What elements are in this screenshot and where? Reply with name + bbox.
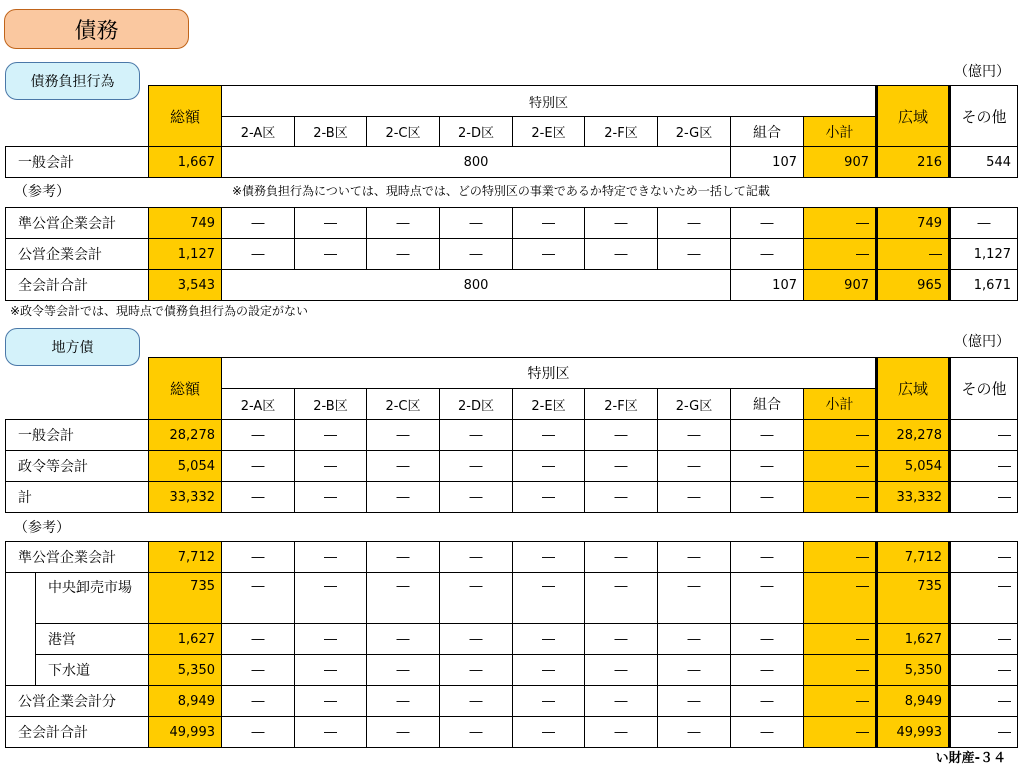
dash-cell: ― (731, 573, 804, 624)
dash-cell: ― (658, 717, 731, 748)
dash-cell: ― (367, 482, 440, 513)
dash-cell: ― (513, 686, 585, 717)
dash-cell: ― (367, 208, 440, 239)
dash-cell: ― (367, 717, 440, 748)
row-label: 計 (6, 482, 149, 513)
kumiai-cell: 107 (731, 270, 804, 301)
header-ward: 2-D区 (440, 389, 513, 420)
total-cell: 7,712 (149, 542, 222, 573)
other-cell: 1,127 (950, 239, 1018, 270)
header-ward: 2-C区 (367, 117, 440, 147)
dash-cell: ― (585, 239, 658, 270)
blank-cell (6, 86, 149, 117)
total-cell: 8,949 (149, 686, 222, 717)
dash-cell: ― (731, 686, 804, 717)
header-ward: 2-B区 (295, 117, 367, 147)
dash-cell: ― (731, 482, 804, 513)
dash-cell: ― (731, 624, 804, 655)
header-ward: 2-B区 (295, 389, 367, 420)
dash-cell: ― (295, 717, 367, 748)
row-label: 公営企業会計分 (6, 686, 149, 717)
header-ward: 2-A区 (222, 117, 295, 147)
dash-cell: ― (367, 420, 440, 451)
row-label: 港営 (36, 624, 149, 655)
other-cell: ― (950, 542, 1018, 573)
wide-cell: 216 (877, 147, 950, 178)
subtotal-cell: ― (804, 624, 877, 655)
dash-cell: ― (731, 542, 804, 573)
dash-cell: ― (367, 573, 440, 624)
dash-cell: ― (295, 542, 367, 573)
dash-cell: ― (440, 717, 513, 748)
wide-cell: 965 (877, 270, 950, 301)
dash-cell: ― (585, 451, 658, 482)
dash-cell: ― (658, 239, 731, 270)
dash-cell: ― (440, 542, 513, 573)
total-cell: 1,627 (149, 624, 222, 655)
dash-cell: ― (440, 686, 513, 717)
row-label: 一般会計 (6, 420, 149, 451)
dash-cell: ― (658, 542, 731, 573)
dash-cell: ― (513, 239, 585, 270)
dash-cell: ― (658, 420, 731, 451)
wide-cell: 5,054 (877, 451, 950, 482)
dash-cell: ― (731, 655, 804, 686)
dash-cell: ― (222, 482, 295, 513)
dash-cell: ― (222, 542, 295, 573)
reference-label: （参考） (14, 520, 70, 536)
dash-cell: ― (585, 573, 658, 624)
dash-cell: ― (585, 420, 658, 451)
footnote-text: ※政令等会計では、現時点で債務負担行為の設定がない (10, 304, 309, 318)
row-label: 全会計合計 (6, 717, 149, 748)
dash-cell: ― (585, 655, 658, 686)
header-kumiai: 組合 (731, 389, 804, 420)
header-other: その他 (950, 86, 1018, 147)
dash-cell: ― (367, 686, 440, 717)
header-total: 総額 (149, 86, 222, 147)
wide-cell: 8,949 (877, 686, 950, 717)
subtotal-cell: ― (804, 717, 877, 748)
subtotal-cell: ― (804, 420, 877, 451)
header-subtotal: 小計 (804, 117, 877, 147)
note-text: ※債務負担行為については、現時点では、どの特別区の事業であるか特定できないため一括して記載 (232, 184, 770, 198)
dash-cell: ― (658, 686, 731, 717)
wide-cell: 1,627 (877, 624, 950, 655)
header-wide: 広域 (877, 358, 950, 420)
section-label-local-bonds: 地方債 (5, 328, 140, 366)
subtotal-cell: ― (804, 573, 877, 624)
dash-cell: ― (731, 451, 804, 482)
dash-cell: ― (222, 573, 295, 624)
dash-cell: ― (295, 624, 367, 655)
subtotal-cell: ― (804, 482, 877, 513)
local-bonds-table (5, 357, 1018, 513)
dash-cell: ― (731, 208, 804, 239)
subtotal-cell: 907 (804, 147, 877, 178)
total-cell: 735 (149, 573, 222, 624)
total-cell: 28,278 (149, 420, 222, 451)
dash-cell: ― (513, 573, 585, 624)
dash-cell: ― (658, 624, 731, 655)
header-subtotal: 小計 (804, 389, 877, 420)
total-cell: 49,993 (149, 717, 222, 748)
header-total: 総額 (149, 358, 222, 420)
dash-cell: ― (440, 420, 513, 451)
dash-cell: ― (513, 542, 585, 573)
unit-label: （億円） (954, 334, 1010, 350)
dash-cell: ― (731, 239, 804, 270)
dash-cell: ― (295, 239, 367, 270)
debt-burden-header-table (5, 85, 1018, 178)
blank-cell (6, 117, 149, 147)
other-cell: ― (950, 655, 1018, 686)
row-label: 準公営企業会計 (6, 542, 149, 573)
subtotal-cell: ― (804, 686, 877, 717)
dash-cell: ― (658, 451, 731, 482)
other-cell: 544 (950, 147, 1018, 178)
dash-cell: ― (658, 573, 731, 624)
dash-cell: ― (585, 624, 658, 655)
header-ward: 2-F区 (585, 117, 658, 147)
dash-cell: ― (513, 717, 585, 748)
header-ward: 2-G区 (658, 389, 731, 420)
total-cell: 33,332 (149, 482, 222, 513)
subtotal-cell: ― (804, 655, 877, 686)
wide-cell: 735 (877, 573, 950, 624)
dash-cell: ― (367, 655, 440, 686)
dash-cell: ― (295, 208, 367, 239)
wide-cell: 7,712 (877, 542, 950, 573)
dash-cell: ― (222, 655, 295, 686)
dash-cell: ― (222, 239, 295, 270)
reference-label: （参考） (14, 184, 70, 200)
header-ward: 2-E区 (513, 389, 585, 420)
dash-cell: ― (295, 573, 367, 624)
total-cell: 1,127 (149, 239, 222, 270)
dash-cell: ― (585, 208, 658, 239)
dash-cell: ― (367, 542, 440, 573)
dash-cell: ― (222, 686, 295, 717)
section-label-debt-burden: 債務負担行為 (5, 62, 140, 100)
dash-cell: ― (513, 655, 585, 686)
subtotal-cell: ― (804, 208, 877, 239)
total-cell: 5,054 (149, 451, 222, 482)
dash-cell: ― (513, 451, 585, 482)
dash-cell: ― (295, 655, 367, 686)
indent-spacer (6, 573, 36, 686)
total-cell: 1,667 (149, 147, 222, 178)
wide-cell: 28,278 (877, 420, 950, 451)
subtotal-cell: ― (804, 239, 877, 270)
wide-cell: 5,350 (877, 655, 950, 686)
dash-cell: ― (222, 208, 295, 239)
other-cell: ― (950, 624, 1018, 655)
other-cell: 1,671 (950, 270, 1018, 301)
dash-cell: ― (585, 542, 658, 573)
header-ward: 2-F区 (585, 389, 658, 420)
header-other: その他 (950, 358, 1018, 420)
dash-cell: ― (731, 717, 804, 748)
dash-cell: ― (440, 624, 513, 655)
header-wide: 広域 (877, 86, 950, 147)
wide-cell: 33,332 (877, 482, 950, 513)
page-number: い財産-３４ (935, 751, 1006, 766)
dash-cell: ― (222, 451, 295, 482)
header-special-ward: 特別区 (222, 86, 877, 117)
dash-cell: ― (440, 239, 513, 270)
dash-cell: ― (513, 420, 585, 451)
other-cell: ― (950, 717, 1018, 748)
dash-cell: ― (440, 655, 513, 686)
row-label: 公営企業会計 (6, 239, 149, 270)
row-label: 準公営企業会計 (6, 208, 149, 239)
header-special-ward: 特別区 (222, 358, 877, 389)
other-cell: ― (950, 420, 1018, 451)
wide-cell: 749 (877, 208, 950, 239)
other-cell: ― (950, 482, 1018, 513)
header-ward: 2-C区 (367, 389, 440, 420)
dash-cell: ― (367, 239, 440, 270)
dash-cell: ― (295, 420, 367, 451)
row-label: 下水道 (36, 655, 149, 686)
dash-cell: ― (658, 655, 731, 686)
dash-cell: ― (440, 482, 513, 513)
header-ward: 2-E区 (513, 117, 585, 147)
debt-burden-reference-table (5, 207, 1018, 301)
row-label: 全会計合計 (6, 270, 149, 301)
total-cell: 3,543 (149, 270, 222, 301)
row-label: 一般会計 (6, 147, 149, 178)
dash-cell: ― (367, 624, 440, 655)
unit-label: （億円） (954, 64, 1010, 80)
header-ward: 2-A区 (222, 389, 295, 420)
dash-cell: ― (440, 573, 513, 624)
blank-cell (6, 358, 149, 389)
row-label: 中央卸売市場 (36, 573, 149, 624)
header-ward: 2-D区 (440, 117, 513, 147)
dash-cell: ― (222, 717, 295, 748)
dash-cell: ― (585, 686, 658, 717)
dash-cell: ― (585, 482, 658, 513)
wide-cell: ― (877, 239, 950, 270)
dash-cell: ― (513, 482, 585, 513)
dash-cell: ― (658, 208, 731, 239)
local-bonds-reference-table (5, 541, 1018, 748)
other-cell: ― (950, 686, 1018, 717)
dash-cell: ― (658, 482, 731, 513)
dash-cell: ― (440, 208, 513, 239)
dash-cell: ― (222, 420, 295, 451)
subtotal-cell: ― (804, 542, 877, 573)
subtotal-cell: 907 (804, 270, 877, 301)
dash-cell: ― (731, 420, 804, 451)
wards-merged-cell: 800 (222, 270, 731, 301)
wide-cell: 49,993 (877, 717, 950, 748)
dash-cell: ― (295, 451, 367, 482)
header-kumiai: 組合 (731, 117, 804, 147)
dash-cell: ― (585, 717, 658, 748)
dash-cell: ― (295, 482, 367, 513)
total-cell: 749 (149, 208, 222, 239)
wards-merged-cell: 800 (222, 147, 731, 178)
dash-cell: ― (295, 686, 367, 717)
total-cell: 5,350 (149, 655, 222, 686)
kumiai-cell: 107 (731, 147, 804, 178)
header-ward: 2-G区 (658, 117, 731, 147)
dash-cell: ― (513, 624, 585, 655)
dash-cell: ― (367, 451, 440, 482)
page-title: 債務 (4, 9, 189, 49)
row-label: 政令等会計 (6, 451, 149, 482)
dash-cell: ― (222, 624, 295, 655)
dash-cell: ― (440, 451, 513, 482)
dash-cell: ― (513, 208, 585, 239)
other-cell: ― (950, 208, 1018, 239)
other-cell: ― (950, 573, 1018, 624)
blank-cell (6, 389, 149, 420)
subtotal-cell: ― (804, 451, 877, 482)
other-cell: ― (950, 451, 1018, 482)
